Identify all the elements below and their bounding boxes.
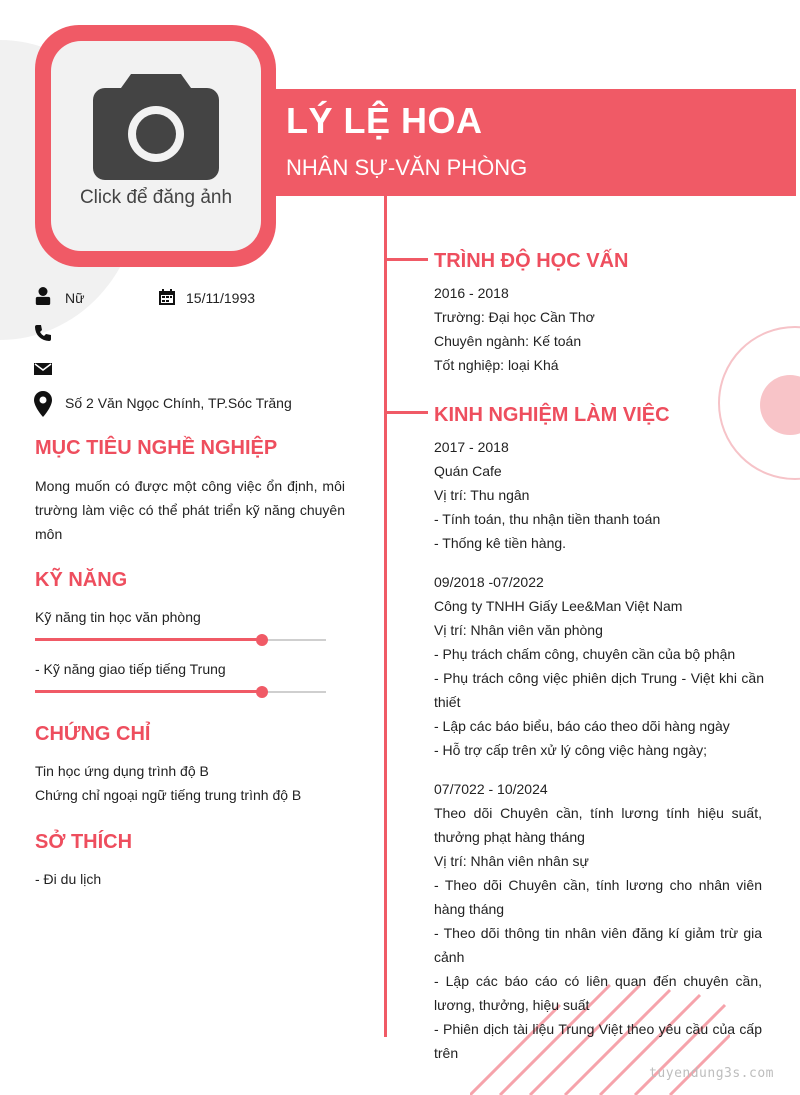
certificate-item: Tin học ứng dụng trình độ B <box>35 763 209 779</box>
hobbies-title: SỞ THÍCH <box>35 831 133 853</box>
education-details <box>434 281 595 377</box>
skill-level-bar <box>35 690 262 693</box>
job-duty: - Theo dõi thông tin nhân viên đăng kí giảm trừ gia cảnh <box>434 925 762 965</box>
timeline-marker <box>386 258 428 261</box>
job-duty: - Theo dõi Chuyên cần, tính lương cho nhân viên hàng tháng <box>434 877 762 917</box>
timeline-line <box>384 196 387 1037</box>
email-icon <box>34 360 52 378</box>
job-duty: - Phụ trách công việc phiên dịch Trung - Việt khi cần thiết <box>434 670 764 710</box>
job-company: Công ty TNHH Giấy Lee&Man Việt Nam <box>434 598 683 614</box>
timeline-marker <box>386 411 428 414</box>
job-position: Vị trí: Thu ngân <box>434 487 530 503</box>
job-duty: - Hỗ trợ cấp trên xử lý công việc hàng ngày; <box>434 742 708 758</box>
certificates-list <box>35 759 301 807</box>
job-period: 2017 - 2018 <box>434 439 509 455</box>
skill-label: - Kỹ năng giao tiếp tiếng Trung <box>35 661 226 677</box>
job-entry <box>434 777 762 1065</box>
education-line: Trường: Đại học Cần Thơ <box>434 309 595 325</box>
job-position: Vị trí: Nhân viên nhân sự <box>434 853 589 869</box>
job-company: Theo dõi Chuyên cần, tính lương tính hiệu suất, thưởng phạt hàng tháng <box>434 805 762 845</box>
skill-level-knob[interactable] <box>256 634 268 646</box>
objective-title: MỤC TIÊU NGHỀ NGHIỆP <box>35 437 278 459</box>
skill-level-bar <box>35 638 262 641</box>
education-line: Tốt nghiệp: loại Khá <box>434 357 559 373</box>
job-entry <box>434 435 660 555</box>
certificate-item: Chứng chỉ ngoại ngữ tiếng trung trình độ B <box>35 787 302 803</box>
job-entry <box>434 570 764 762</box>
objective-text: Mong muốn có được một công việc ổn định, môi trường làm việc có thể phát triển kỹ năng chuyên môn <box>35 478 345 542</box>
education-title: TRÌNH ĐỘ HỌC VẤN <box>434 250 629 272</box>
gender-value: Nữ <box>65 290 85 306</box>
phone-icon <box>34 324 52 342</box>
watermark: tuyendung3s.com <box>649 1066 774 1081</box>
certificates-title: CHỨNG CHỈ <box>35 723 151 745</box>
skills-title: KỸ NĂNG <box>35 569 128 591</box>
calendar-icon <box>158 288 176 306</box>
job-period: 07/7022 - 10/2024 <box>434 781 548 797</box>
address-value: Số 2 Văn Ngọc Chính, TP.Sóc Trăng <box>65 395 292 411</box>
job-duty: - Phụ trách chấm công, chuyên cần của bộ phận <box>434 646 736 662</box>
job-company: Quán Cafe <box>434 463 502 479</box>
education-line: Chuyên ngành: Kế toán <box>434 333 582 349</box>
education-line: 2016 - 2018 <box>434 285 509 301</box>
hobby-item: - Đi du lịch <box>35 871 102 887</box>
job-duty: - Thống kê tiền hàng. <box>434 535 567 551</box>
job-duty: - Lập các báo cáo có liên quan đến chuyên cần, lương, thưởng, hiệu suất <box>434 973 762 1013</box>
job-position: Vị trí: Nhân viên văn phòng <box>434 622 603 638</box>
skill-level-knob[interactable] <box>256 686 268 698</box>
birthday-value: 15/11/1993 <box>186 290 256 306</box>
candidate-name: LÝ LỆ HOA <box>286 100 483 141</box>
job-duty: - Phiên dịch tài liệu Trung Việt theo yêu cầu của cấp trên <box>434 1021 762 1061</box>
candidate-role: NHÂN SỰ-VĂN PHÒNG <box>286 155 528 180</box>
person-icon <box>34 287 52 305</box>
job-duty: - Lập các báo biểu, báo cáo theo dõi hàng ngày <box>434 718 730 734</box>
skill-label: Kỹ năng tin học văn phòng <box>35 609 201 625</box>
experience-title: KINH NGHIỆM LÀM VIỆC <box>434 404 670 426</box>
job-duty: - Tính toán, thu nhận tiền thanh toán <box>434 511 661 527</box>
photo-caption[interactable]: Click để đăng ảnh <box>79 187 233 208</box>
job-period: 09/2018 -07/2022 <box>434 574 544 590</box>
camera-icon[interactable] <box>93 72 219 182</box>
location-icon <box>34 391 52 417</box>
